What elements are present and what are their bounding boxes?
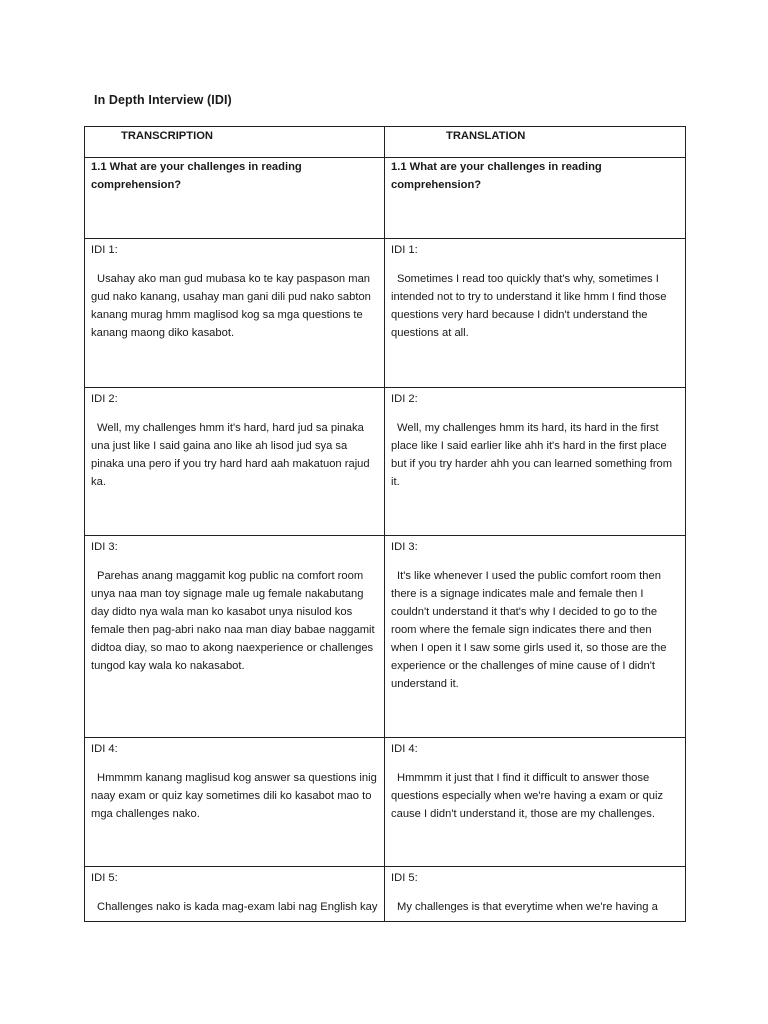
transcription-text: Well, my challenges hmm it's hard, hard jud sa pinaka una just like I said gaina ano like ah lisod jud sya sa pinaka una pero if you try hard hard aah makatuon rajud ka. [91, 422, 370, 488]
transcription-cell [85, 388, 385, 536]
table-row [85, 536, 686, 738]
table-row [85, 239, 686, 388]
translation-cell [385, 388, 686, 536]
idi-label: IDI 4: [91, 743, 118, 755]
document-title: In Depth Interview (IDI) [94, 93, 232, 107]
translation-text: My challenges is that everytime when we're having a [397, 901, 658, 913]
transcription-cell [85, 867, 385, 922]
header-transcription: TRANSCRIPTION [85, 127, 385, 158]
translation-text: Hmmmm it just that I find it difficult to answer those questions especially when we're having a exam or quiz cause I didn't understand it, those are my challenges. [391, 772, 664, 820]
transcription-text: Hmmmm kanang maglisud kog answer sa questions inig naay exam or quiz kay sometimes dili ko kasabot mao to mga challenges nako. [91, 772, 377, 820]
translation-text: Sometimes I read too quickly that's why, sometimes I intended not to try to understand it like hmm I find those questions very hard because I didn't understand the questions at all. [391, 273, 667, 339]
translation-cell [385, 738, 686, 867]
question-row [85, 158, 686, 239]
interview-table [84, 126, 686, 922]
transcription-text: Parehas anang maggamit kog public na comfort room unya naa man toy signage male ug female nakabutang day didto nya wala man ko kasabot unya nisulod kos female then pag-abri nako naa man diay babae naggamit didtoa diay, so mao to akong naexperience or challenges tungod kay wala ko nakasabot. [91, 570, 375, 672]
idi-label: IDI 1: [91, 244, 118, 256]
idi-label: IDI 1: [391, 244, 418, 256]
idi-label: IDI 3: [91, 541, 118, 553]
translation-cell [385, 867, 686, 922]
table-row [85, 738, 686, 867]
transcription-text: Challenges nako is kada mag-exam labi nag English kay [97, 901, 378, 913]
transcription-text: Usahay ako man gud mubasa ko te kay paspason man gud nako kanang, usahay man gani dili pud nako sabton kanang murag hmm maglisod kog sa mga questions te kanang maong diko kasabot. [91, 273, 371, 339]
translation-cell [385, 239, 686, 388]
translation-text: Well, my challenges hmm its hard, its hard in the first place like I said earlier like ahh it's hard in the first place but if you try harder ahh you can learned something from it. [391, 422, 673, 488]
transcription-cell [85, 738, 385, 867]
translation-text: It's like whenever I used the public comfort room then there is a signage indicates male and female then I couldn't understand it that's why I decided to go to the room where the female sign indicates there and then when I open it I saw some girls used it, so those are the experience or the challenges of mine cause of I didn't understand it. [391, 570, 667, 690]
idi-label: IDI 2: [391, 393, 418, 405]
idi-label: IDI 5: [391, 872, 418, 884]
table-row [85, 867, 686, 922]
translation-cell [385, 536, 686, 738]
question-transcription: 1.1 What are your challenges in reading comprehension? [85, 158, 385, 239]
question-translation: 1.1 What are your challenges in reading comprehension? [385, 158, 686, 239]
transcription-cell [85, 239, 385, 388]
idi-label: IDI 4: [391, 743, 418, 755]
idi-label: IDI 2: [91, 393, 118, 405]
idi-label: IDI 5: [91, 872, 118, 884]
idi-label: IDI 3: [391, 541, 418, 553]
table-header-row [85, 127, 686, 158]
transcription-cell [85, 536, 385, 738]
header-translation: TRANSLATION [385, 127, 686, 158]
table-row [85, 388, 686, 536]
